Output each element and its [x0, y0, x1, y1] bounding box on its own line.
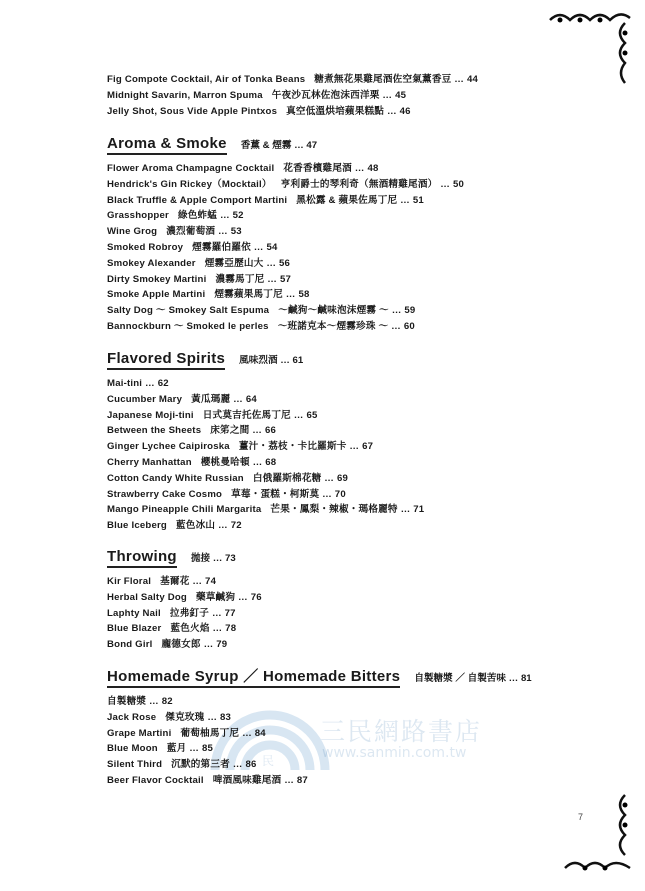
entry-leader: …	[397, 194, 413, 206]
toc-entry	[107, 408, 424, 424]
entry-title-en: Flower Aroma Champagne Cocktail	[107, 163, 275, 174]
section-homemade	[107, 666, 532, 789]
entry-title-en: Mango Pineapple Chili Margarita	[107, 504, 262, 516]
entry-page: 44	[466, 74, 479, 85]
entry-title-en: Smokey Alexander	[107, 257, 196, 269]
entry-title-zh: 藍色冰山	[175, 520, 216, 532]
entry-leader: …	[319, 488, 335, 500]
entry-title-zh: 黑松露 & 蘋果佐馬丁尼	[296, 194, 398, 206]
section-title-zh	[239, 352, 303, 370]
entry-page: 52	[232, 210, 244, 222]
toc-entry	[107, 88, 478, 104]
intro-list	[107, 72, 478, 119]
entry-leader: …	[229, 759, 246, 771]
entry-title-en: Between the Sheets	[107, 425, 202, 437]
toc-entry	[107, 287, 464, 303]
entry-leader: …	[346, 441, 363, 453]
section-title-zh-text: 風味烈酒	[239, 355, 278, 366]
section-title-zh-text: 香薰 & 煙霧	[240, 140, 292, 151]
entry-leader: …	[379, 89, 396, 101]
entry-title-en: Hendrick's Gin Rickey（Mocktail）	[107, 178, 272, 190]
entry-leader: …	[249, 456, 266, 468]
entry-title-zh: 藍色火焰	[170, 623, 210, 635]
entry-page: 48	[367, 163, 379, 174]
entry-title-en: Bond Girl	[107, 639, 153, 651]
entry-page: 68	[265, 456, 277, 468]
entry-leader: …	[235, 591, 251, 603]
section-heading	[107, 133, 464, 155]
corner-ornament-top-icon	[545, 8, 635, 93]
entry-title-zh: 濃霧馬丁尼	[215, 273, 265, 285]
entry-leader: …	[146, 696, 162, 707]
entry-page: 53	[230, 226, 242, 238]
entry-title-zh: 煙霧羅伯羅依	[192, 241, 251, 253]
corner-ornament-bottom-icon	[560, 790, 640, 885]
section-title-en: Aroma & Smoke	[107, 135, 227, 155]
entry-page: 74	[205, 576, 217, 587]
entry-title-en: Blue Blazer	[107, 623, 162, 635]
toc-entry	[107, 376, 424, 392]
entry-leader: …	[239, 727, 255, 739]
entry-title-en: Mai-tini	[107, 378, 143, 389]
toc-entry	[107, 256, 464, 272]
entry-title-en: Salty Dog ～ Smokey Salt Espuma	[107, 305, 270, 317]
toc-entry	[107, 208, 464, 224]
entry-leader: …	[277, 355, 293, 366]
toc-entry	[107, 471, 424, 487]
section-flavored-spirits	[107, 348, 424, 534]
entry-page: 46	[399, 105, 411, 117]
toc-entry	[107, 773, 532, 789]
entry-title-zh: 藥草鹹狗	[195, 591, 236, 603]
entry-leader: …	[388, 320, 404, 332]
entry-page: 50	[452, 178, 465, 190]
watermark-url: www.sanmin.com.tw	[322, 745, 467, 761]
entry-leader: …	[209, 623, 226, 635]
entry-title-zh: 自製糖漿	[107, 696, 147, 707]
entry-title-zh: 午夜沙瓦林佐泡沫西洋栗	[271, 89, 380, 101]
section-title-zh	[191, 550, 236, 568]
section-title-en: Homemade Syrup ／ Homemade Bitters	[107, 668, 400, 688]
entry-title-zh: 綠色蚱蜢	[177, 210, 218, 222]
entry-title-en: Kir Floral	[107, 576, 152, 587]
toc-entry	[107, 104, 478, 120]
entry-page: 67	[362, 441, 374, 453]
entry-page: 78	[225, 623, 237, 635]
entry-leader: …	[384, 105, 400, 117]
entry-title-zh: ～班諾克本～煙霧珍珠 ～	[277, 320, 389, 332]
entry-leader: …	[230, 393, 246, 405]
entry-leader: …	[250, 241, 267, 253]
section-page: 73	[225, 553, 236, 564]
toc-entry	[107, 726, 532, 742]
entry-title-en: Ginger Lychee Caipiroska	[107, 441, 230, 453]
entry-title-en: Jack Rose	[107, 711, 157, 723]
toc-entry	[107, 502, 424, 518]
entry-title-zh: 藍月	[166, 743, 187, 755]
toc-entry	[107, 487, 424, 503]
entry-title-en: Blue Iceberg	[107, 520, 167, 532]
entry-page: 82	[161, 696, 173, 707]
section-title-zh-text: 拋接	[190, 553, 211, 564]
toc-entry	[107, 72, 478, 88]
entry-title-en: Herbal Salty Dog	[107, 591, 187, 603]
section-title-zh	[241, 137, 317, 155]
entry-title-zh: 龐德女郎	[161, 639, 201, 651]
entry-title-zh: 啤酒風味雞尾酒	[212, 774, 282, 786]
entry-title-en: Silent Third	[107, 759, 163, 771]
entry-page: 70	[334, 488, 346, 500]
entry-title-zh: 傑克玫瑰	[165, 711, 205, 723]
section-title-en: Flavored Spirits	[107, 350, 225, 370]
entry-title-en: Blue Moon	[107, 743, 158, 755]
entry-page: 79	[216, 639, 228, 651]
entry-page: 57	[279, 273, 292, 285]
entry-title-en: Grasshopper	[107, 210, 169, 222]
entry-title-en: Smoke Apple Martini	[107, 289, 206, 301]
entry-leader: …	[217, 210, 233, 222]
toc-entry	[107, 590, 262, 606]
toc-entry	[107, 757, 532, 773]
section-heading	[107, 546, 262, 568]
section-throwing	[107, 546, 262, 653]
entry-page: 84	[254, 727, 266, 739]
entry-page: 62	[157, 378, 169, 389]
entry-title-zh: 白俄羅斯棉花糖	[252, 472, 322, 484]
entry-leader: …	[189, 576, 206, 587]
entry-title-en: Bannockburn ～ Smoked le perles	[107, 320, 269, 332]
entry-page: 45	[395, 89, 407, 101]
entry-leader: …	[321, 472, 337, 484]
toc-entry	[107, 392, 424, 408]
entry-title-en: Beer Flavor Cocktail	[107, 774, 204, 786]
entry-title-zh: 芒果・鳳梨・辣椒・瑪格麗特	[270, 504, 398, 516]
toc-entry	[107, 303, 464, 319]
toc-entry	[107, 710, 532, 726]
toc-entry	[107, 455, 424, 471]
entry-leader: …	[204, 711, 220, 723]
entry-title-zh: 煙霧亞歷山大	[204, 257, 264, 269]
toc-entry	[107, 319, 464, 335]
entry-leader: …	[281, 774, 297, 786]
entry-title-en: Japanese Moji-tini	[107, 409, 194, 421]
section-title-zh	[414, 670, 531, 688]
entry-leader: …	[451, 74, 467, 85]
entry-title-zh: 日式莫吉托佐馬丁尼	[202, 409, 291, 421]
section-title-en: Throwing	[107, 548, 177, 568]
toc-entry	[107, 637, 262, 653]
toc-entry	[107, 161, 464, 177]
toc-entry	[107, 694, 532, 710]
toc-entry	[107, 439, 424, 455]
section-page: 81	[520, 673, 532, 684]
entry-page: 54	[266, 241, 278, 253]
entry-title-zh: 亨利爵士的琴利奇（無酒精雞尾酒）	[280, 178, 438, 190]
toc-entry	[107, 423, 424, 439]
section-heading	[107, 666, 532, 688]
entry-title-zh: 煙霧蘋果馬丁尼	[214, 289, 283, 301]
entry-page: 71	[413, 504, 425, 516]
section-page: 47	[306, 140, 318, 151]
toc-entry	[107, 606, 262, 622]
toc-entry	[107, 621, 262, 637]
entry-leader: …	[186, 743, 202, 755]
toc-entry	[107, 177, 464, 193]
entry-page: 85	[201, 743, 214, 755]
entry-title-zh: 櫻桃曼哈頓	[200, 456, 250, 468]
entry-leader: …	[142, 378, 158, 389]
entry-page: 69	[336, 472, 349, 484]
entry-title-zh: 沉默的第三者	[171, 759, 230, 771]
entry-leader: …	[200, 639, 217, 651]
entry-title-zh: 基爾花	[160, 576, 190, 587]
toc-entry	[107, 272, 464, 288]
entry-page: 60	[403, 320, 415, 332]
entry-leader: …	[282, 289, 299, 301]
section-heading	[107, 348, 424, 370]
entry-title-en: Dirty Smokey Martini	[107, 273, 207, 285]
entry-leader: …	[388, 305, 405, 317]
section-page: 61	[292, 355, 304, 366]
section-title-zh-text: 自製糖漿 ／ 自製苦味	[414, 673, 506, 684]
entry-title-en: Laphty Nail	[107, 607, 161, 619]
entry-title-en: Black Truffle & Apple Comport Martini	[107, 194, 288, 206]
entry-title-zh: 黃瓜瑪麗	[191, 393, 231, 405]
page-number: 7	[578, 812, 584, 822]
entry-page: 51	[412, 194, 424, 206]
entry-page: 76	[250, 591, 262, 603]
entry-leader: …	[215, 520, 231, 532]
entry-page: 77	[224, 607, 236, 619]
entry-page: 64	[245, 393, 257, 405]
entry-title-zh: 拉弗釘子	[169, 607, 210, 619]
entry-leader: …	[397, 504, 414, 516]
entry-leader: …	[351, 163, 368, 174]
entry-page: 59	[404, 305, 416, 317]
entry-leader: …	[209, 607, 225, 619]
toc-entry	[107, 224, 464, 240]
entry-leader: …	[215, 226, 231, 238]
entry-title-en: Fig Compote Cocktail, Air of Tonka Beans	[107, 74, 306, 85]
entry-page: 72	[230, 520, 242, 532]
entry-title-zh: 濃烈葡萄酒	[166, 226, 216, 238]
entry-page: 83	[220, 711, 232, 723]
entry-leader: …	[210, 553, 226, 564]
entry-leader: …	[437, 178, 453, 190]
entry-title-zh: 花香香檳雞尾酒	[283, 163, 352, 174]
toc-entry	[107, 741, 532, 757]
entry-leader: …	[249, 425, 265, 437]
entry-title-zh: 葡萄柚馬丁尼	[180, 727, 240, 739]
entry-page: 87	[296, 774, 308, 786]
entry-leader: …	[263, 257, 279, 269]
entry-leader: …	[290, 409, 307, 421]
toc-entry	[107, 518, 424, 534]
section-aroma-smoke	[107, 133, 464, 335]
entry-page: 66	[264, 425, 277, 437]
entry-title-en: Cotton Candy White Russian	[107, 472, 244, 484]
entry-title-en: Strawberry Cake Cosmo	[107, 488, 223, 500]
entry-page: 56	[279, 257, 291, 269]
entry-title-en: Grape Martini	[107, 727, 172, 739]
toc-entry	[107, 193, 464, 209]
entry-title-zh: 糖煮無花果雞尾酒佐空氣薰香豆	[314, 74, 452, 85]
watermark-name: 三民網路書店	[320, 717, 483, 746]
entry-title-zh: 真空低溫烘培蘋果糕點	[286, 105, 385, 117]
entry-leader: …	[506, 673, 521, 684]
entry-title-zh: ～鹹狗～鹹味泡沫煙霧 ～	[278, 305, 389, 317]
entry-page: 86	[245, 759, 257, 771]
entry-title-en: Smoked Robroy	[107, 241, 184, 253]
entry-title-zh: 薑汁・荔枝・卡比羅斯卡	[238, 441, 347, 453]
entry-title-en: Jelly Shot, Sous Vide Apple Pintxos	[107, 105, 278, 117]
toc-entry	[107, 240, 464, 256]
watermark-logo-char: 民	[262, 754, 275, 768]
entry-leader: …	[264, 273, 280, 285]
toc-entry	[107, 574, 262, 590]
entry-title-en: Midnight Savarin, Marron Spuma	[107, 89, 263, 101]
entry-title-zh: 床笫之間	[210, 425, 250, 437]
entry-title-zh: 草莓・蛋糕・柯斯莫	[231, 488, 320, 500]
entry-title-en: Wine Grog	[107, 226, 158, 238]
entry-page: 65	[306, 409, 318, 421]
entry-title-en: Cucumber Mary	[107, 393, 183, 405]
entry-leader: …	[291, 140, 307, 151]
entry-page: 58	[298, 289, 310, 301]
entry-title-en: Cherry Manhattan	[107, 456, 192, 468]
